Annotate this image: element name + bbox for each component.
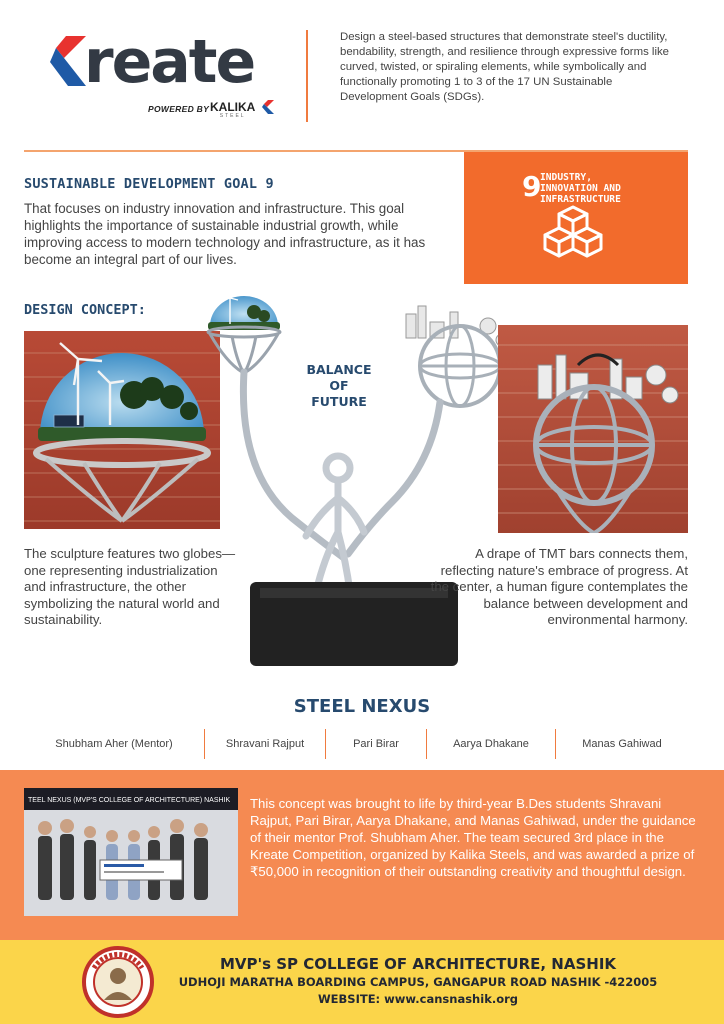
concept-description-right: A drape of TMT bars connects them, reflecting nature's embrace of progress. At the center, a human figure contemplates the balance between development and environmental harmony. — [430, 546, 688, 627]
header-divider — [306, 30, 308, 122]
industry-globe-photo — [498, 325, 688, 533]
sculpture-title-line-1: BALANCE — [306, 362, 372, 377]
competition-brief: Design a steel-based structures that demonstrate steel's ductility, bendability, strength, and resilience through expressive forms like curved, twisted, or spiraling elements, while symbolically and functionally promoting 1 to 3 of the 17 UN Sustainable Development Goals (SDGs). — [340, 31, 670, 103]
sculpture-title-line-3: FUTURE — [311, 394, 367, 409]
sdg-badge-number: 9 — [522, 170, 542, 203]
partner-sub: STEEL — [219, 113, 246, 119]
design-concept-heading: DESIGN CONCEPT: — [24, 302, 146, 318]
college-footer — [0, 940, 724, 1024]
sculpture-title-line-2: OF — [329, 378, 349, 393]
college-website[interactable]: WEBSITE: www.cansnashik.org — [317, 992, 519, 1006]
sdg-badge-title: INDUSTRY, INNOVATION AND INFRASTRUCTURE — [540, 172, 621, 205]
logo-word: reate — [84, 27, 255, 97]
member-aarya: Aarya Dhakane — [453, 738, 529, 750]
sdg-9-badge — [464, 152, 688, 284]
partner-name: KALIKA — [210, 100, 256, 114]
award-description: This concept was brought to life by third-year B.Des students Shravani Rajput, Pari Birar, Aarya Dhakane, and Manas Gahiwad, under the guidance of their mentor Prof. Shubham Aher. The team secured 3rd place in the Kreate Competition, organized by Kalika Steels, and was awarded a prize of ₹50,000 in recognition of their outstanding creativity and thoughtful design. — [250, 796, 696, 879]
powered-by-label: POWERED BY — [148, 104, 210, 114]
sdg-description: That focuses on industry innovation and infrastructure. This goal highlights the importance of sustainable industrial growth, while improving access to modern technology and infrastructure, as it has become an integral part of our lives. — [24, 201, 426, 267]
college-name: MVP's SP COLLEGE OF ARCHITECTURE, NASHIK — [219, 955, 617, 973]
kalika-logo-text — [210, 100, 255, 119]
kreate-logo — [48, 27, 278, 122]
kalika-chevron-icon — [260, 100, 274, 114]
photo-caption: TEEL NEXUS (MVP'S COLLEGE OF ARCHITECTURE) NASHIK — [28, 797, 231, 804]
sculpture-title — [300, 362, 378, 410]
concept-description-left: The sculpture features two globes—one representing industrialization and infrastructure, the other symbolizing the natural world and sustainability. — [24, 546, 236, 627]
sdg-heading: SUSTAINABLE DEVELOPMENT GOAL 9 — [24, 176, 274, 192]
member-mentor: Shubham Aher (Mentor) — [55, 738, 173, 750]
member-shravani: Shravani Rajput — [225, 738, 305, 750]
member-manas: Manas Gahiwad — [582, 738, 662, 750]
team-title: STEEL NEXUS — [293, 696, 431, 717]
nature-globe-photo — [24, 331, 220, 529]
kreate-k-mark-icon — [48, 34, 88, 88]
college-seal-icon — [82, 946, 154, 1018]
college-address: UDHOJI MARATHA BOARDING CAMPUS, GANGAPUR ROAD NASHIK -422005 — [178, 975, 658, 989]
college-details — [178, 954, 658, 1008]
team-members-row — [24, 729, 688, 759]
award-ceremony-photo — [24, 788, 238, 916]
member-pari: Pari Birar — [353, 738, 399, 750]
cubes-icon — [540, 204, 606, 270]
award-banner — [0, 770, 724, 940]
